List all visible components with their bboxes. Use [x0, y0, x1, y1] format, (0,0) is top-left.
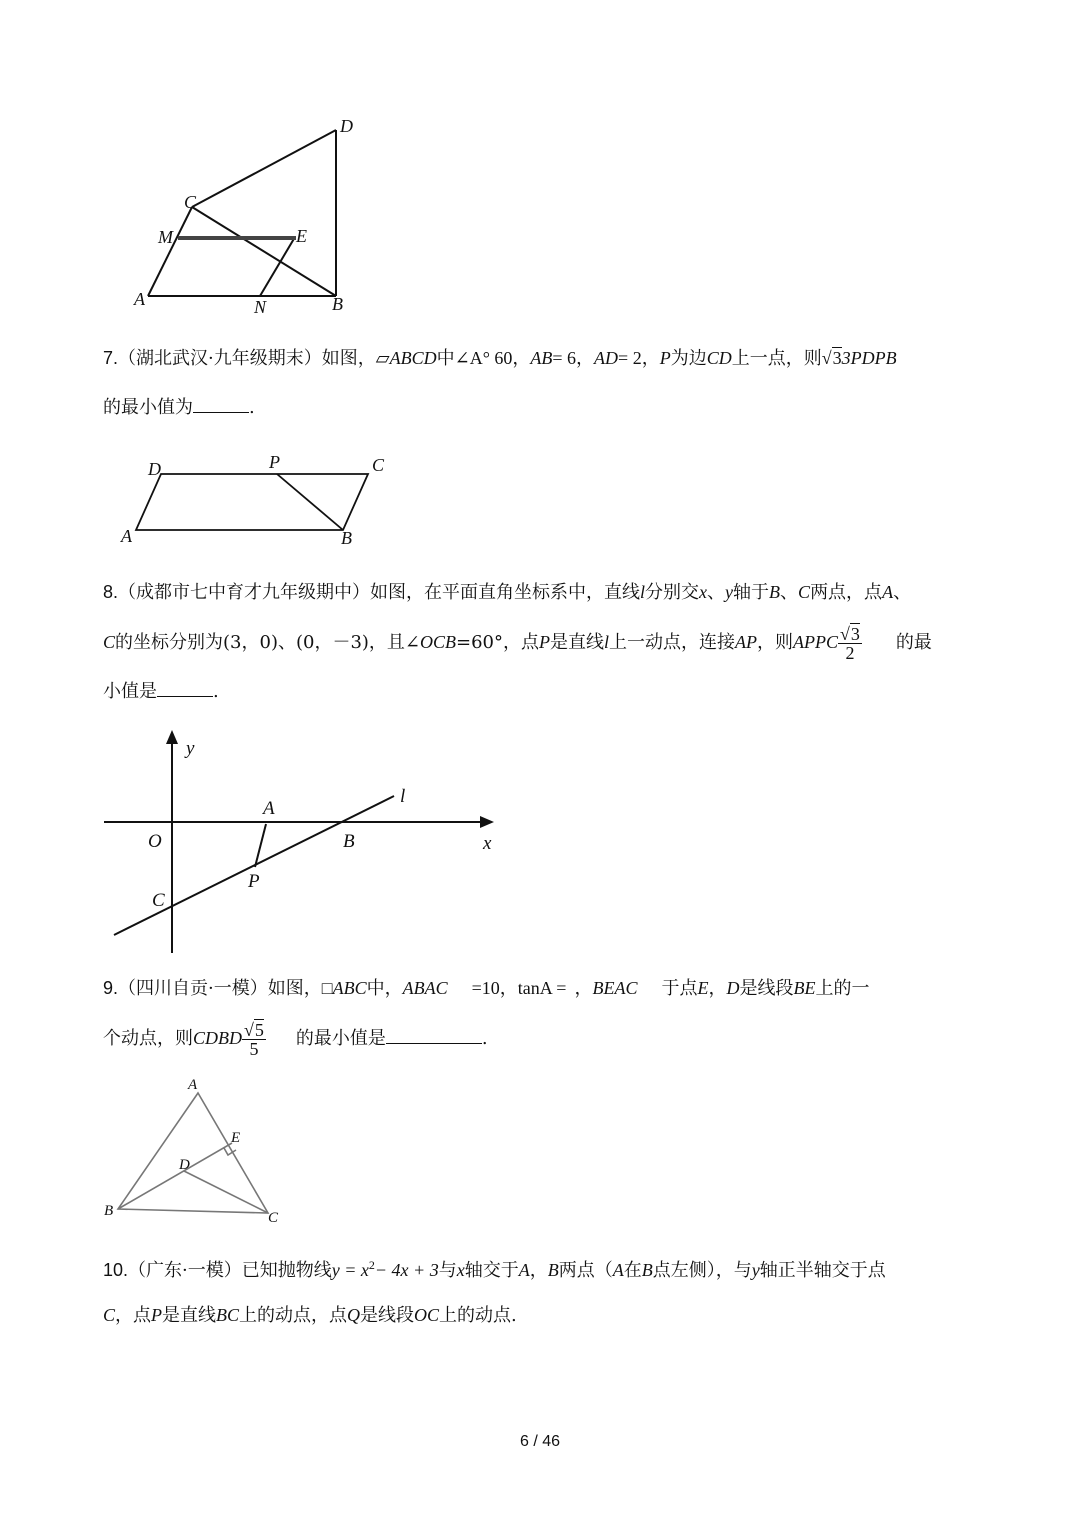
- q7-text: ，: [512, 348, 531, 369]
- label-N: N: [254, 297, 267, 317]
- q10-text: 点左侧），与: [652, 1260, 752, 1281]
- q9-source: （四川自贡·一模）: [118, 978, 268, 999]
- q10-a: A: [612, 1260, 624, 1280]
- label-E: E: [231, 1130, 241, 1146]
- q9-fraction: $\frac{√5}{5}$: [244, 1019, 264, 1059]
- label-O: O: [148, 831, 162, 852]
- q10-equation-exponent: 2: [368, 1258, 375, 1272]
- q9-text: 如图，: [267, 978, 322, 999]
- parallelogram-icon: ▱: [375, 348, 390, 369]
- q7-text: 如图，: [321, 348, 376, 369]
- label-P: P: [248, 871, 260, 892]
- answer-blank-q9[interactable]: [386, 1015, 482, 1044]
- q10-b: B: [547, 1260, 559, 1280]
- label-B: B: [104, 1203, 114, 1219]
- q7-expression: 3PDPB: [841, 348, 897, 368]
- q9-e: E: [697, 978, 709, 998]
- question-7: 7.（湖北武汉·九年级期末）如图，▱ABCD中∠A° 60，AB= 6，AD= 2，P为边CD上一点，则√33PDPB 的最小值为 .: [103, 348, 897, 418]
- label-E: E: [296, 226, 307, 246]
- q10-oc: OC: [414, 1305, 440, 1325]
- q9-text: ，: [499, 978, 518, 999]
- figure-2-diagram: [115, 448, 395, 548]
- q8-text: 两点，点: [810, 582, 883, 603]
- q8-ocb: OCB: [420, 632, 456, 652]
- answer-blank-q8[interactable]: [157, 668, 213, 697]
- q7-cd: CD: [706, 348, 732, 368]
- figure-1-diagram: [120, 110, 380, 320]
- q7-ab-value: = 6: [552, 348, 577, 368]
- q8-y: y: [725, 582, 734, 602]
- q7-angle: ∠A° 60: [454, 348, 513, 368]
- q10-y: y: [751, 1260, 760, 1280]
- q9-text: 个动点，则: [103, 1028, 193, 1049]
- q8-text: 的坐标分别为(3，0)、(0，－3)，且∠: [115, 632, 420, 653]
- q8-text: 、: [780, 582, 799, 603]
- label-P: P: [269, 452, 280, 472]
- answer-blank-q7[interactable]: [193, 384, 249, 413]
- q7-text: ，: [576, 348, 595, 369]
- q8-text: 、: [707, 582, 726, 603]
- label-M: M: [158, 227, 173, 247]
- q8-text: 轴于: [733, 582, 770, 603]
- q8-text: 小值是: [103, 681, 157, 702]
- label-C: C: [184, 192, 197, 212]
- q9-text: 是线段: [739, 978, 794, 999]
- q9-text: 中，: [366, 978, 403, 999]
- q10-text: 轴正半轴交于点: [759, 1260, 886, 1281]
- q10-equation-rest: − 4x + 3: [374, 1260, 439, 1280]
- label-A: A: [188, 1077, 198, 1093]
- q8-source: （成都市七中育才九年级期中）: [118, 582, 371, 603]
- q10-text: 轴交于: [464, 1260, 519, 1281]
- q9-eq: ABAC: [402, 978, 448, 998]
- q9-text: ，: [574, 978, 593, 999]
- q8-text: 是直线: [550, 632, 604, 653]
- q10-bc: BC: [216, 1305, 240, 1325]
- q10-c: C: [103, 1305, 116, 1325]
- q7-number: 7: [103, 348, 114, 368]
- q10-p: P: [151, 1305, 163, 1325]
- q10-text: 上的动点，点: [239, 1305, 348, 1326]
- q9-text: ，: [708, 978, 727, 999]
- figure-4: [100, 1075, 290, 1225]
- q8-ap: AP: [735, 632, 758, 652]
- figure-3: [100, 728, 510, 963]
- q7-sqrt: 3: [832, 348, 842, 368]
- q9-text: .: [481, 1028, 488, 1049]
- q7-ad-value: = 2: [618, 348, 642, 368]
- q10-text: 在: [623, 1260, 642, 1281]
- figure-1: [120, 110, 380, 320]
- q10-a: A: [518, 1260, 530, 1280]
- q7-text: 上一点，则: [731, 348, 822, 369]
- q8-text: .: [213, 681, 219, 702]
- q10-q: Q: [347, 1305, 361, 1325]
- q8-text: 上一动点，连接: [609, 632, 736, 653]
- q9-text: 的最小值是: [295, 1028, 386, 1049]
- label-B: B: [341, 528, 352, 548]
- question-8: 8.（成都市七中育才九年级期中）如图，在平面直角坐标系中，直线l分别交x、y轴于B、C两点，点A、 C的坐标分别为(3，0)、(0，－3)，且∠OCB=60°，点P是直线l上一动点，连接AP，则APPC $\frac{√3}{2}$ 的最 小值是 .: [103, 582, 932, 702]
- question-9: 9.（四川自贡·一模）如图，□ABC中，ABAC =10，tanA = ，BEAC 于点E，D是线段BE上的一 个动点，则CDBD $\frac{√5}{5}$ 的最小值是 .: [103, 978, 870, 1059]
- q8-frac-den: 2: [845, 642, 855, 663]
- figure-4-diagram: [100, 1075, 290, 1225]
- label-D: D: [340, 116, 353, 136]
- q9-text: 于点: [661, 978, 698, 999]
- q8-fraction: $\frac{√3}{2}$: [840, 623, 860, 663]
- q8-p: P: [539, 632, 550, 652]
- q9-tan: tanA =: [517, 978, 567, 998]
- q7-p: P: [659, 348, 671, 368]
- figure-3-diagram: [100, 728, 510, 963]
- q8-c: C: [103, 632, 116, 652]
- label-B: B: [343, 831, 355, 852]
- q8-b: B: [769, 582, 781, 602]
- q10-text: ，: [529, 1260, 548, 1281]
- q9-number: 9: [103, 978, 114, 998]
- q9-text: 上的一: [815, 978, 870, 999]
- page-number: 6 / 46: [519, 1433, 561, 1450]
- q10-text: 上的动点.: [439, 1305, 517, 1326]
- q7-shape: ABCD: [389, 348, 437, 368]
- q9-eq-value: =10: [471, 978, 500, 998]
- q9-frac-den: 5: [249, 1038, 259, 1059]
- q10-text: ，点: [115, 1305, 152, 1326]
- label-l: l: [400, 786, 406, 807]
- q8-l: l: [640, 582, 646, 602]
- q8-x: x: [699, 582, 708, 602]
- q9-triangle: □ABC: [321, 978, 367, 998]
- label-y: y: [186, 738, 195, 759]
- label-D: D: [148, 459, 161, 479]
- label-C: C: [372, 455, 385, 475]
- q8-number: 8: [103, 582, 114, 602]
- q9-d: D: [726, 978, 740, 998]
- q7-ad: AD: [594, 348, 619, 368]
- q7-source: （湖北武汉·九年级期末）: [118, 348, 322, 369]
- q10-equation: y = x: [331, 1260, 369, 1280]
- q8-text: 、: [893, 582, 912, 603]
- q7-ab: AB: [530, 348, 553, 368]
- label-A: A: [263, 798, 275, 819]
- label-C: C: [268, 1210, 279, 1226]
- q8-c: C: [798, 582, 811, 602]
- q10-text: 与: [438, 1260, 457, 1281]
- q7-text: 为边: [670, 348, 707, 369]
- q10-text: 已知抛物线: [241, 1260, 332, 1281]
- q8-text: ，则: [757, 632, 794, 653]
- label-C: C: [152, 890, 165, 911]
- q7-text: 中: [436, 348, 455, 369]
- q9-frac-num: 5: [254, 1019, 264, 1040]
- label-D: D: [179, 1157, 190, 1173]
- q8-a: A: [882, 582, 894, 602]
- q10-b: B: [641, 1260, 653, 1280]
- label-A: A: [134, 289, 145, 309]
- q7-text: ，: [641, 348, 660, 369]
- label-x: x: [483, 833, 492, 854]
- q8-text: 的最: [895, 632, 932, 653]
- q7-text: .: [249, 397, 255, 418]
- q9-perp: BEAC: [592, 978, 638, 998]
- q8-frac-num: 3: [850, 623, 860, 644]
- q7-text: 的最小值为: [103, 397, 193, 418]
- q9-be: BE: [793, 978, 816, 998]
- q10-text: 两点（: [558, 1260, 613, 1281]
- q10-number: 10: [103, 1260, 124, 1280]
- question-10: 10.（广东·一模）已知抛物线$y = x^2- 4x + 3$与x轴交于A，B两点（A在B点左侧），与y轴正半轴交于点 C，点P是直线BC上的动点，点Q是线段OC上的动点.: [103, 1258, 886, 1326]
- q8-text: 分别交: [645, 582, 700, 603]
- q8-expression: APPC: [793, 632, 839, 652]
- q8-text: =60°，点: [456, 632, 539, 653]
- q10-x: x: [456, 1260, 465, 1280]
- q10-source: （广东·一模）: [128, 1260, 242, 1281]
- q9-expression: CDBD: [193, 1028, 242, 1048]
- figure-2: [115, 448, 395, 548]
- label-A: A: [121, 526, 132, 546]
- q10-text: 是直线: [162, 1305, 217, 1326]
- q8-l: l: [604, 632, 610, 652]
- q8-text: 如图，在平面直角坐标系中，直线: [370, 582, 641, 603]
- label-B: B: [332, 294, 343, 314]
- q10-text: 是线段: [360, 1305, 415, 1326]
